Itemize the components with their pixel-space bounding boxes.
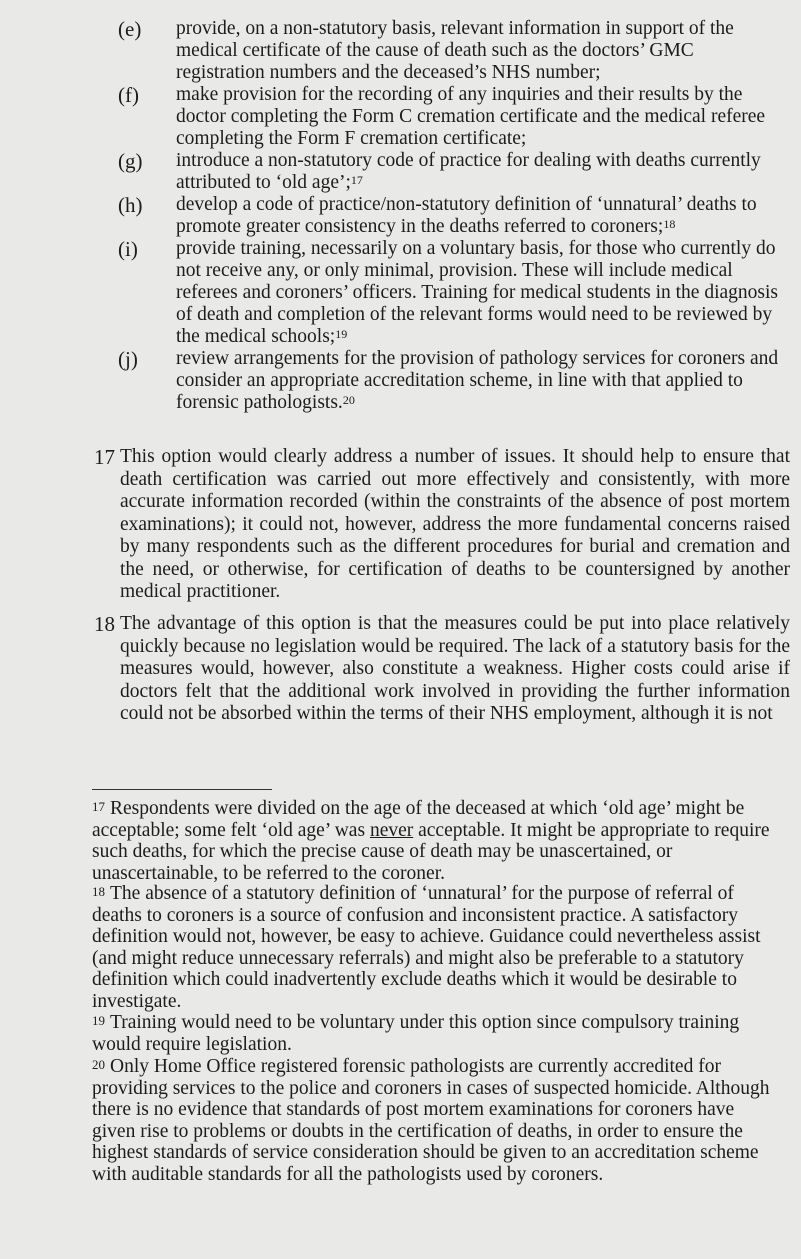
item-text-body: introduce a non-statutory code of practice for dealing with deaths currently attributed to ‘old age’; xyxy=(176,150,761,193)
footnote-text: Respondents were divided on the age of the deceased at which ‘old age’ might be acceptable; some felt ‘old age’ was xyxy=(92,798,745,841)
paragraph-number: 18 xyxy=(94,612,115,636)
footnote-20 xyxy=(92,1056,782,1185)
footnote-text: Only Home Office registered forensic pathologists are currently accredited for providing services to the police and coroners in cases of suspected homicide. Although there is no evidence that standards of post mortem examinations for coroners have given rise to problems or doubts in the certification of deaths, in order to ensure the highest standards of service consideration should be given to an accreditation scheme with auditable standards for all the pathologists used by coroners. xyxy=(92,1056,770,1185)
paragraph-number: 17 xyxy=(94,445,115,469)
footnote-number: 18 xyxy=(92,884,105,899)
item-text-body: provide training, necessarily on a voluntary basis, for those who currently do not receive any, or only minimal, provision. These will include medical referees and coroners’ officers. Training for medical students in the diagnosis of death and completion of the relevant forms would need to be reviewed by the medical schools; xyxy=(176,238,778,347)
item-label: (f) xyxy=(118,83,139,107)
item-label: (g) xyxy=(118,149,143,173)
paragraph-text: This option would clearly address a number of issues. It should help to ensure that death certification was carried out more effectively and consistently, with more accurate information recorded (within the constraints of the absence of post mortem examinations); it could not, however, address the more fundamental concerns raised by many respondents such as the different procedures for burial and cremation and the need, or otherwise, for certification of deaths to be countersigned by another medical practitioner. xyxy=(120,446,790,602)
item-text-body: review arrangements for the provision of pathology services for coroners and consider an appropriate accreditation scheme, in line with that applied to forensic pathologists. xyxy=(176,348,779,413)
item-label: (e) xyxy=(118,17,142,41)
footnote-text: Training would need to be voluntary under this option since compulsory training would require legislation. xyxy=(92,1012,740,1055)
footnote-ref: 17 xyxy=(350,173,363,187)
footnote-emphasis: never xyxy=(369,819,414,841)
footnote-18 xyxy=(92,883,782,1012)
item-text xyxy=(176,348,786,414)
footnote-ref: 18 xyxy=(663,217,676,231)
footnote-number: 19 xyxy=(92,1013,105,1028)
item-label: (i) xyxy=(118,237,138,261)
paragraph-text: The advantage of this option is that the measures could be put into place relatively quickly because no legislation would be required. The lack of a statutory basis for the measures would, however, also constitute a weakness. Higher costs could arise if doctors felt that the additional work involved in providing the further information could not be absorbed within the terms of their NHS employment, although it is not xyxy=(120,613,790,724)
footnote-number: 17 xyxy=(92,799,105,814)
item-label: (j) xyxy=(118,347,138,371)
footnote-17 xyxy=(92,798,782,884)
item-label: (h) xyxy=(118,193,143,217)
item-text-body: develop a code of practice/non-statutory definition of ‘unnatural’ deaths to promote greater consistency in the deaths referred to coroners; xyxy=(176,194,757,237)
footnote-text-cont: acceptable. It might be appropriate to require such deaths, for which the precise cause of death may be unascertained, or unascertainable, to be referred to the coroner. xyxy=(92,819,770,884)
item-text: make provision for the recording of any inquiries and their results by the doctor completing the Form C cremation certificate and the medical referee completing the Form F cremation certificate; xyxy=(176,84,766,149)
footnote-text: The absence of a statutory definition of ‘unnatural’ for the purpose of referral of deaths to coroners is a source of confusion and inconsistent practice. A satisfactory definition would not, however, be easy to achieve. Guidance could nevertheless assist (and might reduce unnecessary referrals) and might also be preferable to a statutory definition which could inadvertently exclude deaths which it would be desirable to investigate. xyxy=(92,883,761,1012)
footnote-19 xyxy=(92,1012,782,1055)
footnote-ref: 20 xyxy=(342,393,355,407)
footnote-number: 20 xyxy=(92,1057,105,1072)
item-text: provide, on a non-statutory basis, relevant information in support of the medical certificate of the cause of death such as the doctors’ GMC registration numbers and the deceased’s NHS number; xyxy=(176,18,734,83)
footnote-ref: 19 xyxy=(335,327,348,341)
footnote-separator xyxy=(92,789,272,790)
item-text xyxy=(176,238,786,348)
item-text xyxy=(176,150,786,194)
item-text xyxy=(176,194,786,238)
